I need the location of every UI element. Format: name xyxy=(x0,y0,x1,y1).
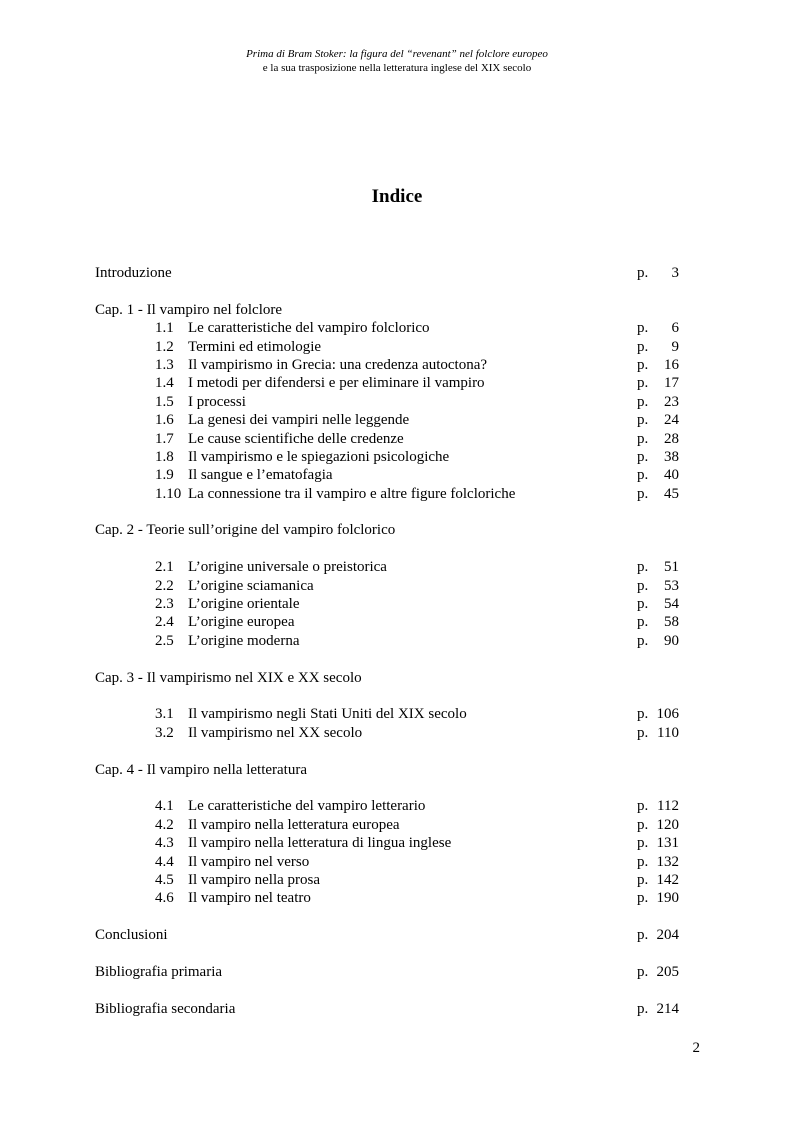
toc-entry-number: 2.4 xyxy=(155,614,174,631)
toc-entry xyxy=(95,356,695,374)
toc-page-number: 9 xyxy=(671,338,679,355)
toc-entry-label: Il vampiro nella letteratura europea xyxy=(188,816,400,833)
toc-page-prefix: p. xyxy=(637,559,649,576)
toc-entry-label: Il vampiro nella letteratura di lingua inglese xyxy=(188,835,452,852)
toc-entry-label: La genesi dei vampiri nelle leggende xyxy=(188,412,410,429)
toc-page-number: 38 xyxy=(664,448,679,465)
toc-entry xyxy=(95,448,695,466)
toc-page-prefix: p. xyxy=(637,485,649,502)
toc-page-prefix: p. xyxy=(637,798,649,815)
toc-entry xyxy=(95,889,695,907)
toc-chapter-4 xyxy=(95,761,695,779)
toc-page-number: 58 xyxy=(664,614,679,631)
toc-entry xyxy=(95,705,695,723)
toc-page-number: 142 xyxy=(656,871,679,888)
toc-page-prefix: p. xyxy=(637,393,649,410)
toc-entry-label: Bibliografia secondaria xyxy=(95,1000,236,1017)
toc-page-prefix: p. xyxy=(637,265,649,281)
toc-page-number: 90 xyxy=(664,632,679,649)
toc-entry-label: Le caratteristiche del vampiro letterario xyxy=(188,798,426,815)
toc-entry-introduzione xyxy=(95,264,695,282)
toc-chapter-4-items xyxy=(95,797,695,907)
toc-page-prefix: p. xyxy=(637,927,649,944)
toc-page-prefix: p. xyxy=(637,467,649,484)
toc-chapter-label: Cap. 1 - Il vampiro nel folclore xyxy=(95,301,283,318)
toc-page-prefix: p. xyxy=(637,338,649,355)
toc-entry-bibliografia-primaria xyxy=(95,963,695,981)
toc-entry-number: 2.2 xyxy=(155,577,174,594)
toc-entry-label: Le caratteristiche del vampiro folclorico xyxy=(188,320,430,337)
toc-page-number: 53 xyxy=(664,577,679,594)
toc-entry-number: 4.5 xyxy=(155,871,174,888)
toc-page-number: 45 xyxy=(664,485,679,502)
toc-entry-label: L’origine sciamanica xyxy=(188,577,314,594)
toc-entry-number: 1.2 xyxy=(155,338,174,355)
toc-entry-number: 1.7 xyxy=(155,430,174,447)
toc-entry-label: Il vampiro nel verso xyxy=(188,853,310,870)
toc-page-number: 131 xyxy=(656,835,679,852)
toc-page-prefix: p. xyxy=(637,596,649,613)
toc-entry-number: 1.6 xyxy=(155,412,174,429)
toc-entry-label: L’origine orientale xyxy=(188,596,300,613)
toc-page-number: 24 xyxy=(664,412,679,429)
toc-page-prefix: p. xyxy=(637,320,649,337)
toc-entry-number: 4.2 xyxy=(155,816,174,833)
toc-page-number: 23 xyxy=(664,393,679,410)
toc-entry-bibliografia-secondaria xyxy=(95,1000,695,1018)
toc-entry xyxy=(95,632,695,650)
toc-entry xyxy=(95,374,695,392)
toc-entry-label: Il sangue e l’ematofagia xyxy=(188,467,333,484)
toc-page-number: 28 xyxy=(664,430,679,447)
toc-page-number: 6 xyxy=(671,320,679,337)
toc-entry xyxy=(95,393,695,411)
toc-chapter-label: Cap. 4 - Il vampiro nella letteratura xyxy=(95,761,307,778)
toc-page-number: 110 xyxy=(657,724,679,741)
page-number: 2 xyxy=(692,1040,700,1056)
toc-page-number: 16 xyxy=(664,356,679,373)
toc-chapter-1-items xyxy=(95,319,695,503)
toc-entry xyxy=(95,338,695,356)
toc-entry-label: Il vampiro nel teatro xyxy=(188,890,311,907)
toc-page-number: 112 xyxy=(657,798,679,815)
toc-page-prefix: p. xyxy=(637,963,649,980)
toc-entry xyxy=(95,411,695,429)
toc-page-prefix: p. xyxy=(637,412,649,429)
toc-entry-label: L’origine moderna xyxy=(188,632,300,649)
toc-entry xyxy=(95,485,695,503)
toc-entry-number: 1.1 xyxy=(155,320,174,337)
toc-entry-label: Termini ed etimologie xyxy=(188,338,322,355)
toc-chapter-1 xyxy=(95,301,695,319)
toc-entry-number: 1.4 xyxy=(155,375,174,392)
toc-entry-number: 2.1 xyxy=(155,559,174,576)
toc-entry-number: 3.2 xyxy=(155,724,174,741)
toc-entry-number: 4.6 xyxy=(155,890,174,907)
toc-page-prefix: p. xyxy=(637,890,649,907)
toc-page-number: 106 xyxy=(656,706,679,723)
toc-chapter-label: Cap. 2 - Teorie sull’origine del vampiro folclorico xyxy=(95,522,396,539)
toc-entry xyxy=(95,558,695,576)
toc-entry-label: Il vampirismo in Grecia: una credenza autoctona? xyxy=(188,356,488,373)
toc-entry-label: Il vampirismo e le spiegazioni psicologiche xyxy=(188,448,450,465)
header-line-2: e la sua trasposizione nella letteratura inglese del XIX secolo xyxy=(262,62,532,74)
toc-entry-label: Le cause scientifiche delle credenze xyxy=(188,430,404,447)
toc-page-number: 214 xyxy=(656,1000,679,1017)
toc-chapter-3-items xyxy=(95,705,695,742)
toc-page-prefix: p. xyxy=(637,724,649,741)
toc-entry-label: Il vampirismo negli Stati Uniti del XIX secolo xyxy=(188,706,467,723)
toc-entry xyxy=(95,797,695,815)
toc-page-number: 205 xyxy=(656,963,679,980)
toc-entry-number: 4.3 xyxy=(155,835,174,852)
toc-page-prefix: p. xyxy=(637,706,649,723)
toc-entry-label: Conclusioni xyxy=(95,927,168,944)
toc-entry-number: 1.10 xyxy=(155,485,182,502)
toc-chapter-label: Cap. 3 - Il vampirismo nel XIX e XX secolo xyxy=(95,669,362,686)
toc-entry xyxy=(95,430,695,448)
toc-entry xyxy=(95,871,695,889)
toc-entry-number: 1.8 xyxy=(155,448,174,465)
toc-chapter-2-items xyxy=(95,558,695,650)
toc-page-number: 51 xyxy=(664,559,679,576)
toc-entry-label: I processi xyxy=(188,393,246,410)
toc-page-number: 3 xyxy=(671,265,679,281)
toc-entry xyxy=(95,319,695,337)
toc-page-prefix: p. xyxy=(637,577,649,594)
toc-page-prefix: p. xyxy=(637,853,649,870)
toc-page-prefix: p. xyxy=(637,375,649,392)
toc-page-prefix: p. xyxy=(637,632,649,649)
toc-entry-number: 3.1 xyxy=(155,706,174,723)
toc-chapter-3 xyxy=(95,669,695,687)
toc-page-prefix: p. xyxy=(637,871,649,888)
toc-entry-number: 1.3 xyxy=(155,356,174,373)
toc-page-number: 204 xyxy=(656,927,679,944)
toc-entry-label: I metodi per difendersi e per eliminare il vampiro xyxy=(188,375,485,392)
toc-page-number: 132 xyxy=(656,853,679,870)
toc-entry-label: Il vampiro nella prosa xyxy=(188,871,321,888)
toc-entry xyxy=(95,853,695,871)
toc-page-prefix: p. xyxy=(637,448,649,465)
toc-page-number: 54 xyxy=(664,596,679,613)
toc-entry xyxy=(95,613,695,631)
toc-entry-label: Bibliografia primaria xyxy=(95,963,223,980)
toc-page-prefix: p. xyxy=(637,356,649,373)
toc-entry xyxy=(95,466,695,484)
toc-entry-number: 1.9 xyxy=(155,467,174,484)
toc-page-number: 17 xyxy=(664,375,679,392)
toc-entry-number: 4.4 xyxy=(155,853,174,870)
toc-entry xyxy=(95,724,695,742)
toc-entry-label: L’origine europea xyxy=(188,614,295,631)
toc-entry-label: Il vampirismo nel XX secolo xyxy=(188,724,363,741)
page-title: Indice xyxy=(371,186,423,207)
toc-entry xyxy=(95,577,695,595)
running-header xyxy=(0,47,794,75)
table-of-contents xyxy=(95,264,695,1018)
toc-page-number: 190 xyxy=(656,890,679,907)
toc-page-prefix: p. xyxy=(637,816,649,833)
toc-page-number: 40 xyxy=(664,467,679,484)
toc-page-prefix: p. xyxy=(637,614,649,631)
toc-entry xyxy=(95,834,695,852)
toc-entry-label: La connessione tra il vampiro e altre figure folcloriche xyxy=(188,485,516,502)
toc-entry-number: 2.3 xyxy=(155,596,174,613)
toc-page-prefix: p. xyxy=(637,1000,649,1017)
toc-entry xyxy=(95,595,695,613)
toc-entry-label: L’origine universale o preistorica xyxy=(188,559,387,576)
toc-entry xyxy=(95,816,695,834)
toc-entry-number: 4.1 xyxy=(155,798,174,815)
toc-entry-number: 1.5 xyxy=(155,393,174,410)
toc-entry-number: 2.5 xyxy=(155,632,174,649)
toc-page-prefix: p. xyxy=(637,430,649,447)
toc-entry-label: Introduzione xyxy=(95,265,172,281)
toc-page-number: 120 xyxy=(656,816,679,833)
toc-page-prefix: p. xyxy=(637,835,649,852)
toc-entry-conclusioni xyxy=(95,926,695,944)
toc-chapter-2 xyxy=(95,521,695,539)
header-line-1: Prima di Bram Stoker: la figura del “revenant” nel folclore europeo xyxy=(246,48,548,60)
